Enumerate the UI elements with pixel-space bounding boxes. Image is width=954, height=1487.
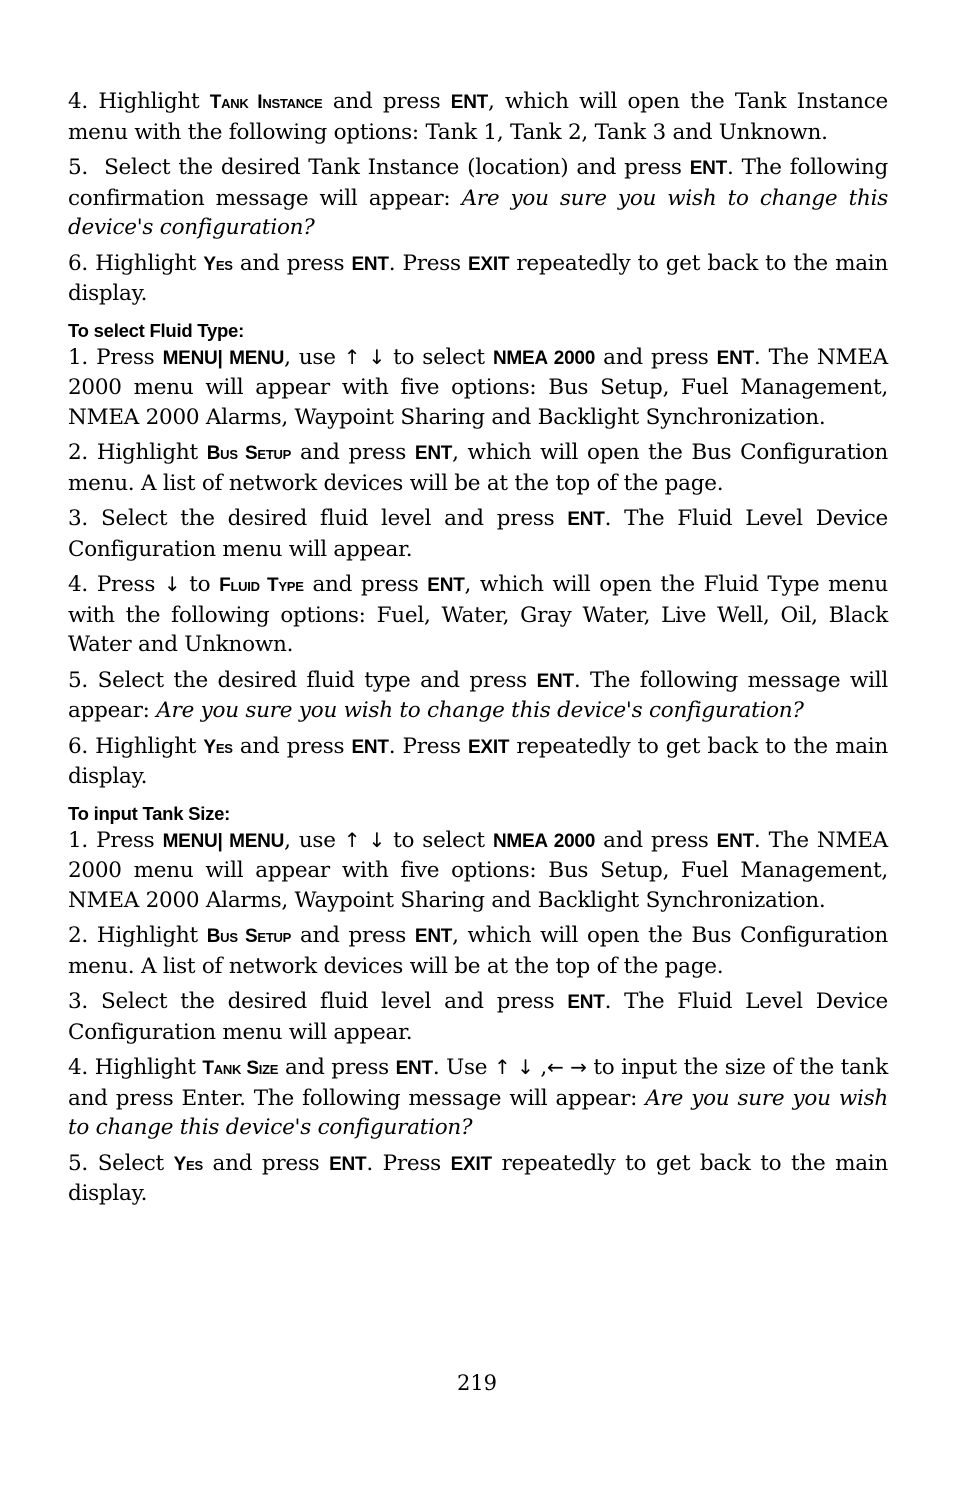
key-ent: ENT [329, 1153, 367, 1175]
s2-step-4: 4. Press ↓ to Fluid Type and press ENT, which will open the Fluid Type menu with the following options: Fuel, Water, Gray Water, Live Well, Oil, Black Water and Unknown. [68, 572, 888, 657]
key-menu-menu: MENU| MENU [162, 347, 285, 369]
key-ent: ENT [716, 830, 754, 852]
key-ent: ENT [450, 92, 489, 113]
key-exit: EXIT [467, 253, 510, 275]
down-arrow-icon: ↓ [517, 1055, 534, 1079]
left-arrow-icon: ← [546, 1055, 564, 1079]
s2-step-6: 6. Highlight Yes and press ENT. Press EXIT repeatedly to get back to the main display. [68, 733, 888, 789]
key-ent: ENT [567, 992, 605, 1013]
s3-step-4: 4. Highlight Tank Size and press ENT. Use ↑ ↓ ,← → to input the size of the tank and press Enter. The following message will appear: Are you sure you wish to change this device's configuration? [68, 1055, 889, 1140]
down-arrow-icon: ↓ [368, 344, 385, 369]
key-ent: ENT [351, 736, 389, 758]
key-ent: ENT [536, 670, 574, 692]
menu-item-fluid-type: Fluid Type [219, 575, 304, 596]
s3-step-5: 5. Select Yes and press ENT. Press EXIT repeatedly to get back to the main display. [68, 1150, 889, 1206]
key-ent: ENT [395, 1058, 433, 1079]
menu-item-yes: Yes [203, 736, 233, 758]
s1-step-5: 5. Select the desired Tank Instance (location) and press ENT. The following confirmation message will appear: Are you sure you wish to change this device's configuration? [68, 155, 888, 240]
key-menu-menu: MENU| MENU [162, 830, 285, 852]
s3-step-2: 2. Highlight Bus Setup and press ENT, which will open the Bus Configuration menu. A list of network devices will be at the top of the page. [68, 923, 889, 979]
menu-item-bus-setup: Bus Setup [206, 443, 292, 464]
heading-input-tank-size: To input Tank Size: [68, 802, 231, 824]
key-ent: ENT [689, 158, 727, 179]
menu-item-yes: Yes [203, 253, 233, 275]
key-ent: ENT [414, 926, 453, 947]
key-exit: EXIT [450, 1153, 492, 1175]
menu-item-yes: Yes [173, 1153, 203, 1175]
s3-step-3: 3. Select the desired fluid level and press ENT. The Fluid Level Device Configuration menu will appear. [68, 989, 888, 1045]
manual-page-body [68, 87, 888, 1215]
s2-step-1: 1. Press MENU| MENU, use ↑ ↓ to select NMEA 2000 and press ENT. The NMEA 2000 menu will appear with five options: Bus Setup, Fuel Management, NMEA 2000 Alarms, Waypoint Sharing and Backlight Synchronization. [68, 344, 888, 430]
s1-step-4: 4. Highlight Tank Instance and press ENT, which will open the Tank Instance menu with the following options: Tank 1, Tank 2, Tank 3 and Unknown. [68, 89, 889, 145]
key-ent: ENT [427, 575, 465, 596]
key-exit: EXIT [467, 736, 510, 758]
up-arrow-icon: ↑ [343, 344, 361, 369]
menu-item-bus-setup: Bus Setup [206, 926, 292, 947]
confirm-question: Are you sure you wish to change this device's configuration? [68, 185, 888, 240]
s2-step-5: 5. Select the desired fluid type and press ENT. The following message will appear: Are you sure you wish to change this device's configuration? [68, 667, 888, 723]
key-nmea-2000: NMEA 2000 [492, 830, 596, 852]
down-arrow-icon: ↓ [163, 572, 181, 596]
key-ent: ENT [567, 509, 605, 530]
s2-step-2: 2. Highlight Bus Setup and press ENT, which will open the Bus Configuration menu. A list of network devices will be at the top of the page. [68, 440, 889, 496]
key-nmea-2000: NMEA 2000 [492, 347, 596, 369]
menu-item-tank-size: Tank Size [202, 1058, 279, 1079]
key-ent: ENT [351, 253, 389, 275]
s3-step-1: 1. Press MENU| MENU, use ↑ ↓ to select NMEA 2000 and press ENT. The NMEA 2000 menu will appear with five options: Bus Setup, Fuel Management, NMEA 2000 Alarms, Waypoint Sharing and Backlight Synchronization. [68, 827, 888, 913]
page-number: 219 [456, 1371, 498, 1395]
confirm-question: Are you sure you wish to change this device's configuration? [68, 1085, 889, 1140]
s2-step-3: 3. Select the desired fluid level and press ENT. The Fluid Level Device Configuration menu will appear. [68, 506, 888, 562]
right-arrow-icon: → [570, 1055, 587, 1079]
menu-item-tank-instance: Tank Instance [209, 92, 323, 113]
key-ent: ENT [716, 347, 754, 369]
up-arrow-icon: ↑ [343, 827, 361, 852]
heading-select-fluid-type: To select Fluid Type: [68, 319, 245, 341]
confirm-question: Are you sure you wish to change this device's configuration? [156, 698, 804, 723]
up-arrow-icon: ↑ [493, 1055, 511, 1079]
s1-step-6: 6. Highlight Yes and press ENT. Press EXIT repeatedly to get back to the main display. [68, 250, 888, 306]
key-ent: ENT [414, 443, 453, 464]
down-arrow-icon: ↓ [368, 827, 385, 852]
